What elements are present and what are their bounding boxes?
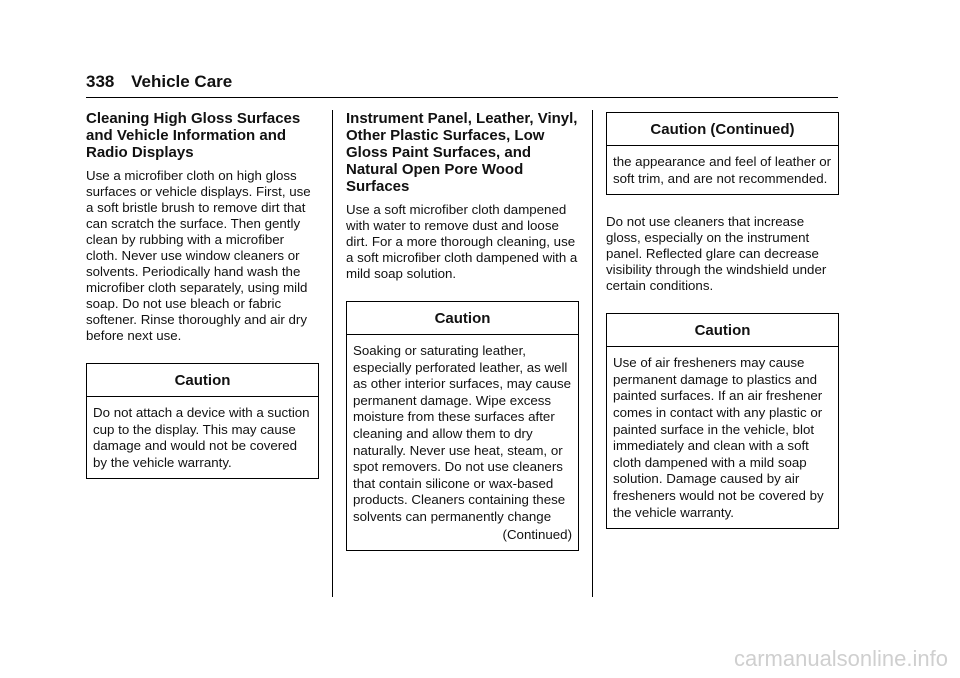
caution-body: Soaking or saturating leather, especially perforated leather, as well as other interior surfaces, may cause permanent damage. Wipe excess moisture from these surfaces after cleaning and allow them to dry naturally. Never use heat, steam, or spot removers. Do not use cleaners that contain silicone or wax-based products. Cleaners containing these solvents can permanently change [353, 343, 572, 524]
caution-title: Caution (Continued) [607, 113, 838, 146]
page-number: 338 [86, 72, 115, 91]
caution-title: Caution [347, 302, 578, 335]
column-divider-1 [332, 110, 333, 597]
caution-title: Caution [87, 364, 318, 397]
watermark: carmanualsonline.info [733, 646, 948, 671]
caution-body: the appearance and feel of leather or soft trim, and are not recommended. [613, 154, 832, 186]
heading-instrument-panel: Instrument Panel, Leather, Vinyl, Other Plastic Surfaces, Low Gloss Paint Surfaces, and Natural Open Pore Wood Surfaces [346, 110, 578, 195]
caution-box-air-fresheners [606, 313, 839, 529]
heading-high-gloss: Cleaning High Gloss Surfaces and Vehicle Information and Radio Displays [86, 110, 301, 161]
continued-label: (Continued) [502, 526, 572, 542]
caution-title: Caution [607, 314, 838, 347]
column-1 [86, 110, 319, 479]
caution-box-display [86, 363, 319, 479]
page-header [86, 72, 232, 92]
caution-box-continued [606, 112, 839, 195]
body-gloss-cleaners: Do not use cleaners that increase gloss, especially on the instrument panel. Reflected glare can decrease visibility through the windshield under certain conditions. [606, 214, 827, 294]
body-instrument-panel: Use a soft microfiber cloth dampened with water to remove dust and loose dirt. For a more thorough cleaning, use a soft microfiber cloth dampened with a mild soap solution. [346, 202, 578, 281]
caution-body: Do not attach a device with a suction cup to the display. This may cause damage and would not be covered by the vehicle warranty. [93, 405, 310, 470]
caution-body: Use of air fresheners may cause permanent damage to plastics and painted surfaces. If an air freshener comes in contact with any plastic or painted surface in the vehicle, blot immediately and clean with a soft cloth dampened with a mild soap solution. Damage caused by air fresheners would not be covered by the vehicle warranty. [613, 355, 824, 520]
column-divider-2 [592, 110, 593, 597]
section-title: Vehicle Care [131, 72, 233, 91]
column-3 [606, 110, 839, 529]
column-2 [346, 110, 579, 551]
header-rule [86, 97, 838, 98]
body-high-gloss: Use a microfiber cloth on high gloss surfaces or vehicle displays. First, use a soft bristle brush to remove dirt that can scratch the surface. Then gently clean by rubbing with a microfiber cloth. Never use window cleaners or solvents. Periodically hand wash the microfiber cloth separately, using mild soap. Do not use bleach or fabric softener. Rinse thoroughly and air dry before next use. [86, 168, 311, 343]
caution-box-leather [346, 301, 579, 551]
